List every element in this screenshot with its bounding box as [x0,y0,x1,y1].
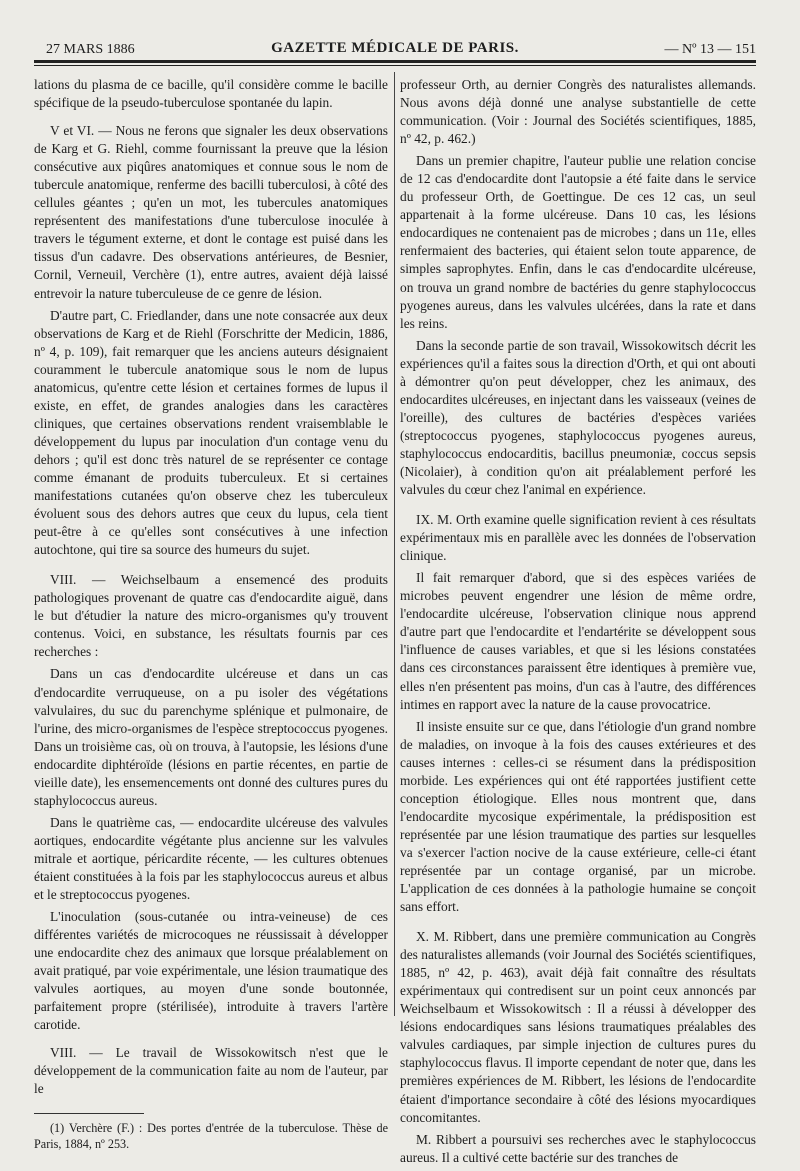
issue-page-number: — Nº 13 — 151 [664,42,756,57]
paragraph: Il insiste ensuite sur ce que, dans l'étiologie d'un grand nombre de maladies, on invoque à la fois des causes extérieures et des causes internes : celles-ci se résument dans la prédisposition morbide. Les expériences qui ont été rapportées justifient cette conception étiologique. Elles nous montrent que, dans l'endocardite mycosique expérimentale, la prédisposition est représentée par une lésion traumatique des parties sur lesquelles va s'exercer l'action nocive de la cause extérieure, celle-ci étant représentée par un contage organisé, par un microbe. L'application de ces données à la pathologie humaine se conçoit sans effort. [400,718,756,915]
journal-title: GAZETTE MÉDICALE DE PARIS. [271,40,519,56]
paragraph: VIII. — Le travail de Wissokowitsch n'est que le développement de la communication faite au nom de l'auteur, par le [34,1045,388,1097]
paragraph: V et VI. — Nous ne ferons que signaler les deux observations de Karg et G. Riehl, comme fournissant la preuve que la lésion consécutive aux piqûres anatomiques et connue sous le nom de tubercule anatomique, renferme des bacilli tuberculosi, à côté des cellules géantes ; qu'en un mot, les tubercules anatomiques représentent des manifestations d'une tuberculose inoculée à travers le tégument externe, et dont le contage est puisé dans les tissus d'un cadavre. Des observations antérieures, de Besnier, Cornil, Verneuil, Verchère (1), entre autres, avaient déjà laissé entrevoir la nature tuberculeuse de ce genre de lésion. [34,123,388,301]
right-column [400,76,756,1171]
paragraph: L'inoculation (sous-cutanée ou intra-veineuse) de ces différentes variétés de microcoques ne réussissait à développer une endocardite chez des animaux que lorsque préalablement on avait pratiqué, par voie expérimentale, une lésion traumatique des valvules aortiques, au moyen d'une sonde boutonnée, parfaitement propre (stérilisée), introduite à travers l'artère carotide. [34,909,388,1033]
paragraph: Dans la seconde partie de son travail, Wissokowitsch décrit les expériences qu'il a faites sous la direction d'Orth, et qui ont abouti à démontrer qu'on peut développer, chez les animaux, des endocardites ulcéreuses, en injectant dans les vaisseaux (veines de l'oreille), des cultures de bactéries d'espèces variées (streptococcus pyogenes, staphylococcus pyogenes aureus, staphylococcus endocarditis, bacillus pneumoniæ, coccus sepsis (Nicolaier), à condition qu'on ait préalablement perforé les valvules du cœur chez l'animal en expérience. [400,337,756,498]
left-column [34,76,388,1156]
paragraph: lations du plasma de ce bacille, qu'il considère comme le bacille spécifique de la pseudo-tuberculose spontanée du lapin. [34,77,388,111]
paragraph: Il fait remarquer d'abord, que si des espèces variées de microbes peuvent engendrer une lésion de même ordre, l'endocardite ulcéreuse, l'observation clinique nous apprend d'autre part que l'endocardite et l'endartérite se développent sous l'influence de causes variables, et que si les lésions constatées dans ces circonstances paraissent être identiques à première vue, elles n'en présentent pas moins, d'un cas à l'autre, des différences intimes en rapport avec la nature de la cause provocatrice. [400,570,756,712]
paragraph: M. Ribbert a poursuivi ses recherches avec le staphylococcus aureus. Il a cultivé cette bactérie sur des tranches de [400,1131,756,1165]
page-header [34,38,756,60]
paragraph: VIII. — Weichselbaum a ensemencé des produits pathologiques provenant de quatre cas d'endocardite aiguë, dans le but d'étudier la nature des micro-organismes qu'y trouvent contenus. Voici, en substance, les résultats fournis par ces recherches : [34,572,388,660]
column-divider [394,72,395,1016]
paragraph: Dans un premier chapitre, l'auteur publie une relation concise de 12 cas d'endocardite dont l'autopsie a été faite dans le service du professeur Orth, de Goettingue. De ces 12 cas, un seul appartenait à la forme ulcéreuse. Dans 10 cas, les lésions endocardiques ne contenaient pas de microbes ; dans un 11e, elles renfermaient des bacteries, qui étaient selon toute apparence, de simples saprophytes. Enfin, dans le cas d'endocardite ulcéreuse, on trouva un grand nombre de bactéries du genre staphylococcus pyogenes aureus, dans les valvules ulcérées, dans la rate et dans les reins. [400,153,756,331]
paragraph: IX. M. Orth examine quelle signification revient à ces résultats expérimentaux mis en parallèle avec les données de l'observation clinique. [400,512,756,564]
footnote-rule [34,1113,144,1114]
paragraph: Dans le quatrième cas, — endocardite ulcéreuse des valvules aortiques, endocardite végétante plus ancienne sur les valvules mitrale et aortique, péricardite récente, — les cultures obtenues étaient constituées à la fois par les staphylococcus aureus et albus et le streptococcus pyogenes. [34,814,388,903]
paragraph: X. M. Ribbert, dans une première communication au Congrès des naturalistes allemands (voir Journal des Sociétés scientifiques, 1885, nº 42, p. 463), avait déjà fait connaître des résultats expérimentaux qui contredisent sur un point ceux annoncés par Weichselbaum et Wissokowitsch : Il a réussi à développer des lésions endocardiques sans lésions traumatiques préalables des valvules cardiaques, par simple injection de cultures pures du staphylococcus flavus. Il importe cependant de noter que, dans les premières expériences de M. Ribbert, les lésions de l'endocardite étaient d'importance secondaire à côté des lésions myocardiques concomitantes. [400,929,756,1125]
footnote: (1) Verchère (F.) : Des portes d'entrée de la tuberculose. Thèse de Paris, 1884, nº 253. [34,1120,388,1151]
header-rule-thick [34,60,756,63]
issue-date: 27 MARS 1886 [46,42,135,57]
paragraph: D'autre part, C. Friedlander, dans une note consacrée aux deux observations de Karg et de Riehl (Forschritte der Medicin, 1886, nº 4, p. 109), fait remarquer que les anciens auteurs désignaient couramment le tubercule anatomique sous le nom de lupus anatomicus, qu'entre cette lésion et certaines formes de lupus il existe, en effet, de grandes analogies dans les caractères cliniques, que certaines observations rendent vraisemblable le développement du lupus par inoculation d'un contage venu du dehors ; qu'il est donc très naturel de se représenter ce contage comme émanant de produits tuberculeux. Et si certaines manifestations cutanées qu'on observe chez les tuberculeux évoluent sous des dehors autres que ceux du lupus, cela tient peut-être à ce qu'elles sont consécutives à une infection autochtone, qui tire sa source des humeurs du sujet. [34,307,388,558]
header-rule-thin [34,65,756,66]
paragraph: Dans un cas d'endocardite ulcéreuse et dans un cas d'endocardite verruqueuse, on a pu isoler des végétations valvulaires, du suc du parenchyme splénique et pulmonaire, de l'urine, des micro-organismes de l'espèce streptococcus pyogenes. Dans un troisième cas, où on trouva, à l'autopsie, les lésions d'une endocardite diphtéroïde (lésions en partie récentes, en partie de vieille date), les ensemencements ont donné des cultures pures du staphylococcus aureus. [34,666,388,808]
paragraph: professeur Orth, au dernier Congrès des naturalistes allemands. Nous avons déjà donné une analyse substantielle de cette communication. (Voir : Journal des Sociétés scientifiques, 1885, nº 42, p. 462.) [400,77,756,147]
